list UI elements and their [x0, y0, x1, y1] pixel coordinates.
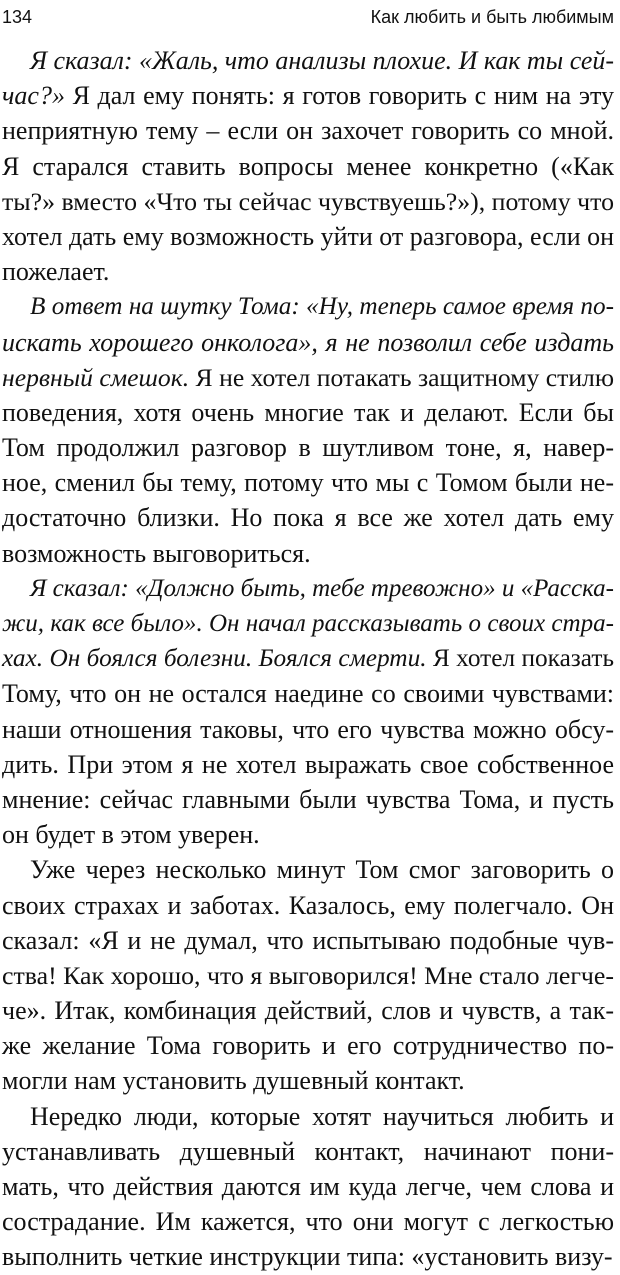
italic-text-segment: час?»: [2, 81, 65, 111]
text-line: [2, 465, 614, 500]
italic-text-segment: нервный смешок.: [2, 362, 190, 392]
text-line: [2, 1063, 614, 1098]
italic-text-segment: жи, как все было». Он начал рассказывать о своих стра-: [2, 610, 614, 637]
text-segment: сострадание. Им кажется, что они могут с легкостью: [2, 1207, 614, 1237]
italic-text-segment: хах. Он боялся болезни. Боялся смерти.: [2, 644, 427, 673]
text-line: [2, 606, 614, 641]
text-line: [2, 219, 614, 254]
text-segment: устанавливать душевный контакт, начинают пони-: [2, 1136, 614, 1166]
text-line: [2, 993, 614, 1028]
text-line: [2, 958, 614, 993]
text-segment: же желание Тома говорить и его сотрудничество по-: [2, 1031, 614, 1061]
text-segment: Тому, что он не остался наедине со своими чувствами:: [2, 679, 614, 709]
text-line: [2, 852, 614, 887]
text-line: [2, 1239, 614, 1274]
italic-text-segment: искать хорошего онколога», я не позволил себе издать: [2, 327, 614, 357]
running-title: Как любить и быть любимым: [370, 7, 614, 27]
text-segment: ства! Как хорошо, что я выговорился! Мне стало легче-: [2, 960, 614, 990]
text-segment: дить. При этом я не хотел выражать свое собственное: [2, 749, 614, 779]
text-line: [2, 113, 614, 148]
text-segment: могли нам установить душевный контакт.: [2, 1066, 465, 1096]
paragraph: [2, 1099, 614, 1275]
text-segment: Я дал ему понять: я готов говорить с ним на эту: [64, 81, 614, 111]
text-segment: неприятную тему – если он захочет говорить со мной.: [2, 116, 614, 146]
text-line: [2, 676, 614, 711]
text-segment: своих страхах и заботах. Казалось, ему полегчало. Он: [2, 890, 614, 920]
text-segment: Я старался ставить вопросы менее конкретно («Как: [2, 151, 614, 181]
paragraph: [2, 852, 614, 1098]
text-line: [2, 289, 614, 324]
text-line: [2, 888, 614, 923]
text-line: [2, 1099, 614, 1134]
text-segment: Уже через несколько минут Том смог заговорить о: [30, 855, 614, 885]
text-line: [2, 923, 614, 958]
italic-text-segment: Я сказал: «Должно быть, тебе тревожно» и «Расска-: [30, 574, 614, 602]
text-segment: мнение: сейчас главными были чувства Тома, и пусть: [2, 784, 614, 814]
text-segment: Я хотел показать: [426, 644, 614, 673]
text-segment: Нередко люди, которые хотят научиться любить и: [30, 1101, 614, 1131]
text-line: [2, 254, 614, 289]
text-line: [2, 641, 614, 676]
text-line: [2, 149, 614, 184]
paragraph: [2, 571, 614, 853]
text-segment: хотел дать ему возможность уйти от разговора, если он: [2, 221, 614, 251]
body-text: [2, 43, 614, 1275]
text-segment: пожелает.: [2, 257, 110, 287]
italic-text-segment: Я сказал: «Жаль, что анализы плохие. И как ты сей-: [30, 46, 614, 75]
text-line: [2, 712, 614, 747]
text-segment: мать, что действия даются им куда легче, чем слова и: [2, 1172, 614, 1201]
text-line: [2, 184, 614, 219]
paragraph: [2, 289, 614, 571]
text-line: [2, 817, 614, 852]
text-segment: ты?» вместо «Что ты сейчас чувствуешь?»), потому что: [2, 186, 614, 216]
text-line: [2, 43, 614, 78]
text-segment: че». Итак, комбинация действий, слов и чувств, а так-: [2, 996, 614, 1026]
text-line: [2, 360, 614, 395]
text-line: [2, 782, 614, 817]
text-line: [2, 1169, 614, 1204]
text-segment: Том продолжил разговор в шутливом тоне, я, навер-: [2, 433, 614, 463]
text-segment: достаточно близки. Но пока я все же хотел дать ему: [2, 503, 614, 533]
page-header: [2, 4, 614, 30]
text-segment: наши отношения таковы, что его чувства можно обсу-: [2, 714, 614, 744]
text-line: [2, 325, 614, 360]
text-segment: сказал: «Я и не думал, что испытываю подобные чув-: [2, 925, 614, 955]
text-line: [2, 747, 614, 782]
paragraph: [2, 43, 614, 289]
text-segment: возможность выговориться.: [2, 538, 311, 568]
text-segment: ное, сменил бы тему, потому что мы с Томом были не-: [2, 468, 614, 498]
text-segment: выполнить четкие инструкции типа: «установить визу-: [2, 1242, 613, 1272]
italic-text-segment: В ответ на шутку Тома: «Ну, теперь самое время по-: [30, 293, 614, 321]
text-line: [2, 536, 614, 571]
page-number: 134: [2, 7, 33, 27]
text-line: [2, 1204, 614, 1239]
text-segment: поведения, хотя очень многие так и делают. Если бы: [2, 397, 614, 427]
text-line: [2, 430, 614, 465]
text-line: [2, 1028, 614, 1063]
text-line: [2, 571, 614, 606]
text-line: [2, 1134, 614, 1169]
text-segment: он будет в этом уверен.: [2, 820, 260, 850]
text-line: [2, 395, 614, 430]
text-line: [2, 78, 614, 113]
text-line: [2, 500, 614, 535]
text-segment: Я не хотел потакать защитному стилю: [189, 362, 614, 392]
